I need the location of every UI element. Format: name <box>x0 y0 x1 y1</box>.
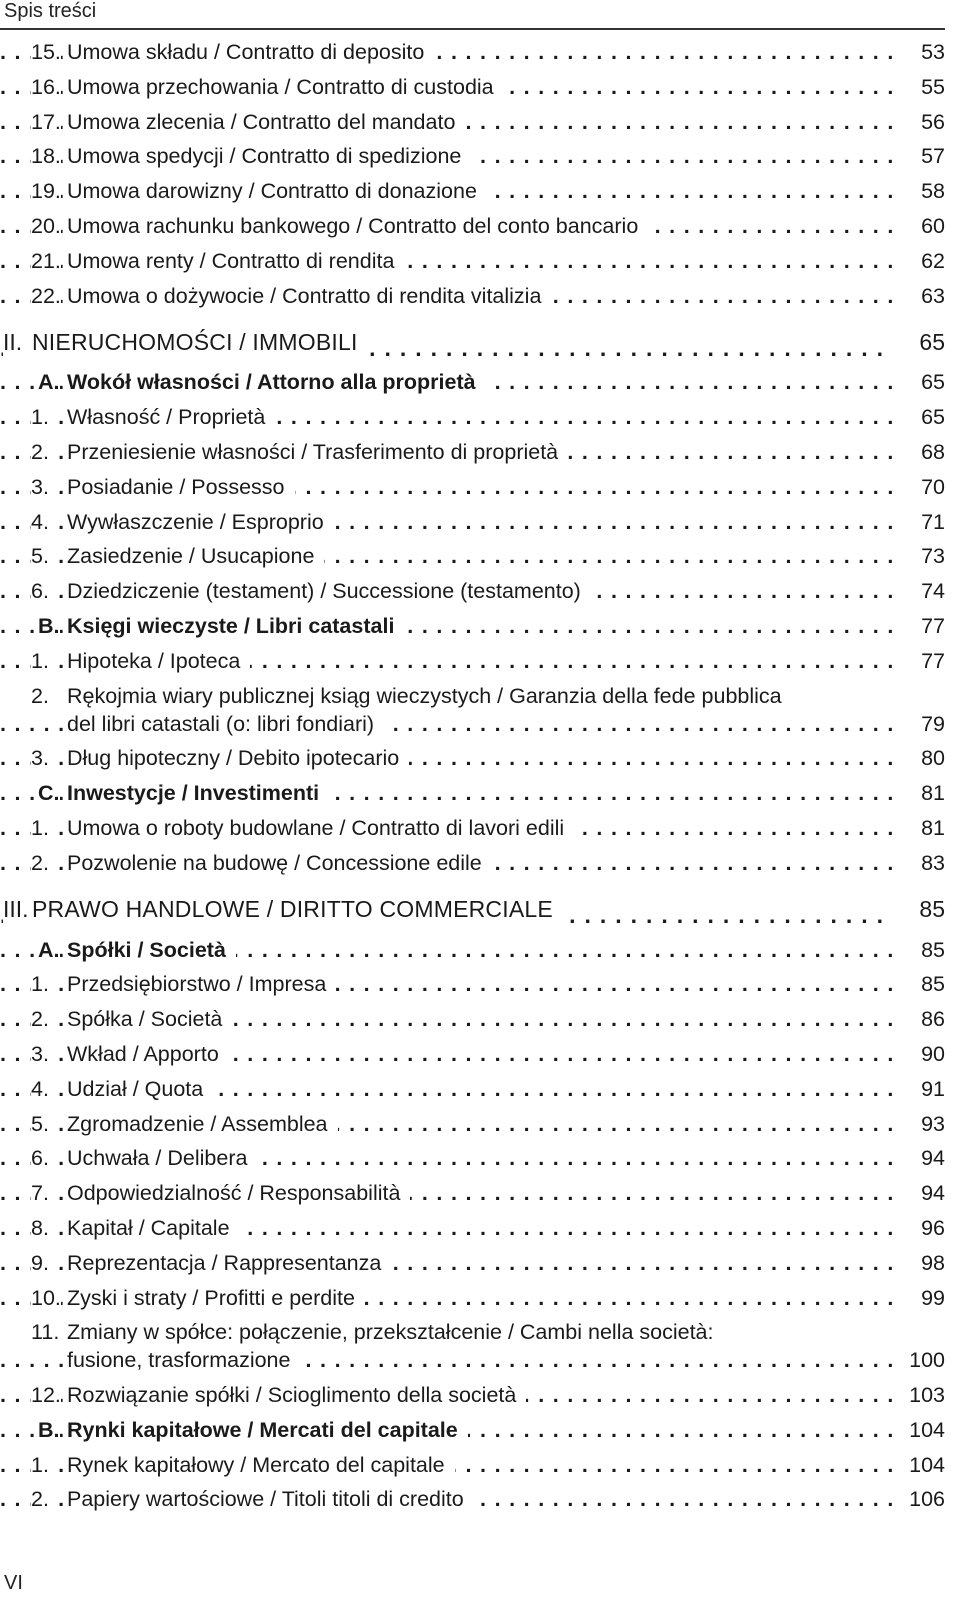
toc-subsection[interactable] <box>0 612 945 640</box>
toc-entry[interactable] <box>0 142 945 170</box>
entry-number: 12. <box>31 1383 61 1408</box>
entry-number: 19. <box>31 179 61 204</box>
entry-title: Umowa rachunku bankowego / Contratto del conto bancario <box>67 212 648 240</box>
entry-title: fusione, trasformazione <box>67 1346 300 1374</box>
page-number: VI <box>4 1572 23 1594</box>
toc-entry[interactable] <box>0 473 945 501</box>
entry-title: Umowa składu / Contratto di deposito <box>67 38 434 66</box>
toc-entry[interactable] <box>0 1485 945 1513</box>
entry-title: Własność / Proprietà <box>67 403 275 431</box>
entry-number: 17. <box>31 109 61 134</box>
toc-entry[interactable] <box>0 1381 945 1409</box>
entry-title: Odpowiedzialność / Responsabilità <box>67 1179 410 1207</box>
entry-title: NIERUCHOMOŚCI / IMMOBILI <box>32 328 368 356</box>
entry-page-number: 65 <box>893 328 945 356</box>
toc-subsection[interactable] <box>0 1416 945 1444</box>
entry-number: 3. <box>31 474 49 499</box>
entry-title-line1: Rękojmia wiary publicznej ksiąg wieczystych / Garanzia della fede pubblica <box>67 683 782 708</box>
entry-page-number: 80 <box>893 744 945 772</box>
toc-entry[interactable] <box>0 1110 945 1138</box>
entry-number: 1. <box>31 648 49 673</box>
entry-page-number: 58 <box>893 177 945 205</box>
entry-number: 10. <box>31 1285 61 1310</box>
entry-title: Przeniesienie własności / Trasferimento di proprietà <box>67 438 568 466</box>
toc-entry[interactable] <box>0 1214 945 1242</box>
toc-entry[interactable] <box>0 1040 945 1068</box>
entry-title: Umowa renty / Contratto di rendita <box>67 247 404 275</box>
entry-page-number: 77 <box>893 612 945 640</box>
entry-page-number: 81 <box>893 814 945 842</box>
toc-entry[interactable] <box>0 1005 945 1033</box>
entry-number: 18. <box>31 144 61 169</box>
entry-number: 3. <box>31 1041 49 1066</box>
entry-page-number: 98 <box>893 1249 945 1277</box>
toc-entry[interactable] <box>0 970 945 998</box>
entry-title: Księgi wieczyste / Libri catastali <box>67 612 404 640</box>
toc-entry[interactable] <box>0 542 945 570</box>
entry-number: 4. <box>31 1076 49 1101</box>
toc-entry[interactable] <box>0 108 945 136</box>
entry-page-number: 73 <box>893 542 945 570</box>
entry-number: A. <box>38 937 60 962</box>
entry-title: Umowa spedycji / Contratto di spedizione <box>67 142 471 170</box>
entry-number: 2. <box>31 439 49 464</box>
toc-entry[interactable] <box>0 73 945 101</box>
entry-title: Umowa zlecenia / Contratto del mandato <box>67 108 465 136</box>
entry-title: Spółka / Società <box>67 1005 232 1033</box>
toc-subsection[interactable] <box>0 936 945 964</box>
entry-number: 6. <box>31 579 49 604</box>
entry-title: Rynki kapitałowe / Mercati del capitale <box>67 1416 468 1444</box>
entry-title: Pozwolenie na budowę / Concessione edile <box>67 849 492 877</box>
entry-number: 21. <box>31 248 61 273</box>
entry-page-number: 74 <box>893 577 945 605</box>
entry-number: B. <box>38 1417 60 1442</box>
entry-page-number: 77 <box>893 647 945 675</box>
entry-title: Papiery wartościowe / Titoli titoli di credito <box>67 1485 474 1513</box>
entry-number: C. <box>38 781 60 806</box>
toc-entry[interactable] <box>0 1451 945 1479</box>
toc-entry[interactable] <box>0 438 945 466</box>
toc-entry[interactable] <box>0 577 945 605</box>
entry-title: Umowa o dożywocie / Contratto di rendita vitalizia <box>67 282 551 310</box>
entry-title: Uchwała / Delibera <box>67 1144 257 1172</box>
toc-entry[interactable] <box>0 247 945 275</box>
entry-number: 15. <box>31 40 61 64</box>
entry-number: 16. <box>31 74 61 99</box>
entry-number: 4. <box>31 509 49 534</box>
entry-number: 1. <box>31 1452 49 1477</box>
entry-page-number: 63 <box>893 282 945 310</box>
entry-page-number: 86 <box>893 1005 945 1033</box>
entry-number: 2. <box>31 1007 49 1032</box>
entry-page-number: 81 <box>893 779 945 807</box>
entry-page-number: 93 <box>893 1110 945 1138</box>
entry-title: Hipoteka / Ipoteca <box>67 647 250 675</box>
entry-number: A. <box>38 370 60 395</box>
toc-entry[interactable] <box>0 177 945 205</box>
entry-title: Wywłaszczenie / Esproprio <box>67 508 334 536</box>
toc-entry[interactable] <box>0 849 945 877</box>
entry-number: III. <box>3 895 29 922</box>
entry-page-number: 104 <box>893 1451 945 1479</box>
entry-page-number: 65 <box>893 368 945 396</box>
entry-title: Posiadanie / Possesso <box>67 473 295 501</box>
entry-number: 3. <box>31 746 49 771</box>
toc-entry[interactable] <box>0 814 945 842</box>
toc-entry[interactable] <box>0 282 945 310</box>
entry-title: Dziedziczenie (testament) / Successione (testamento) <box>67 577 591 605</box>
entry-number: 7. <box>31 1181 49 1206</box>
entry-number: II. <box>3 328 23 355</box>
entry-title: Reprezentacja / Rappresentanza <box>67 1249 391 1277</box>
entry-page-number: 90 <box>893 1040 945 1068</box>
entry-page-number: 94 <box>893 1179 945 1207</box>
entry-number: 8. <box>31 1215 49 1240</box>
entry-title: Wokół własności / Attorno alla proprietà <box>67 368 486 396</box>
entry-number: B. <box>38 613 60 638</box>
entry-page-number: 94 <box>893 1144 945 1172</box>
entry-page-number: 68 <box>893 438 945 466</box>
entry-number: 1. <box>31 972 49 997</box>
toc-entry[interactable] <box>0 38 945 66</box>
entry-number: 1. <box>31 405 49 430</box>
entry-title: Inwestycje / Investimenti <box>67 779 329 807</box>
entry-title: Przedsiębiorstwo / Impresa <box>67 970 336 998</box>
entry-number: 6. <box>31 1146 49 1171</box>
entry-page-number: 99 <box>893 1284 945 1312</box>
entry-page-number: 83 <box>893 849 945 877</box>
toc-entry[interactable] <box>0 212 945 240</box>
entry-number: 22. <box>31 283 61 308</box>
toc-entry[interactable] <box>0 647 945 675</box>
entry-title: Zasiedzenie / Usucapione <box>67 542 324 570</box>
entry-title: Dług hipoteczny / Debito ipotecario <box>67 744 409 772</box>
toc-entry[interactable] <box>0 682 945 738</box>
entry-page-number: 55 <box>893 73 945 101</box>
entry-page-number: 60 <box>893 212 945 240</box>
entry-page-number: 103 <box>893 1381 945 1409</box>
entry-page-number: 91 <box>893 1075 945 1103</box>
toc-entry[interactable] <box>0 1075 945 1103</box>
entry-page-number: 100 <box>893 1346 945 1374</box>
entry-number: 11. <box>31 1320 60 1345</box>
toc-entry[interactable] <box>0 403 945 431</box>
entry-page-number: 85 <box>893 970 945 998</box>
entry-title: Udział / Quota <box>67 1075 213 1103</box>
entry-title: del libri catastali (o: libri fondiari) <box>67 710 384 738</box>
entry-page-number: 104 <box>893 1416 945 1444</box>
entry-page-number: 56 <box>893 108 945 136</box>
entry-page-number: 53 <box>893 38 945 66</box>
entry-title: Rozwiązanie spółki / Scioglimento della società <box>67 1381 526 1409</box>
entry-title: Spółki / Società <box>67 936 236 964</box>
entry-number: 9. <box>31 1250 49 1275</box>
entry-number: 2. <box>31 850 49 875</box>
entry-title: Rynek kapitałowy / Mercato del capitale <box>67 1451 455 1479</box>
toc-entry[interactable] <box>0 1179 945 1207</box>
entry-title: Zyski i straty / Profitti e perdite <box>67 1284 365 1312</box>
toc-subsection[interactable] <box>0 368 945 396</box>
entry-page-number: 70 <box>893 473 945 501</box>
entry-title: Umowa darowizny / Contratto di donazione <box>67 177 487 205</box>
entry-page-number: 96 <box>893 1214 945 1242</box>
entry-title: Umowa o roboty budowlane / Contratto di lavori edili <box>67 814 574 842</box>
toc-entry[interactable] <box>0 1284 945 1312</box>
entry-number: 2. <box>31 683 49 708</box>
toc-entry[interactable] <box>0 1318 945 1374</box>
entry-page-number: 106 <box>893 1485 945 1513</box>
toc-entry[interactable] <box>0 508 945 536</box>
entry-page-number: 79 <box>893 710 945 738</box>
entry-title: Kapitał / Capitale <box>67 1214 240 1242</box>
toc-section[interactable] <box>0 895 945 929</box>
entry-number: 1. <box>31 815 49 840</box>
running-header: Spis treści <box>4 0 97 22</box>
entry-page-number: 65 <box>893 403 945 431</box>
table-of-contents <box>0 38 945 1513</box>
entry-title-line1: Zmiany w spółce: połączenie, przekształcenie / Cambi nella società: <box>67 1320 714 1345</box>
entry-number: 5. <box>31 1111 49 1136</box>
entry-page-number: 85 <box>893 936 945 964</box>
toc-entry[interactable] <box>0 744 945 772</box>
toc-entry[interactable] <box>0 1249 945 1277</box>
toc-entry[interactable] <box>0 1144 945 1172</box>
entry-page-number: 71 <box>893 508 945 536</box>
toc-section[interactable] <box>0 328 945 362</box>
entry-number: 20. <box>31 213 61 238</box>
entry-number: 5. <box>31 544 49 569</box>
entry-title: Wkład / Apporto <box>67 1040 229 1068</box>
entry-page-number: 85 <box>893 895 945 923</box>
entry-title: PRAWO HANDLOWE / DIRITTO COMMERCIALE <box>32 895 563 923</box>
entry-page-number: 62 <box>893 247 945 275</box>
entry-title: Zgromadzenie / Assemblea <box>67 1110 338 1138</box>
toc-subsection[interactable] <box>0 779 945 807</box>
entry-title: Umowa przechowania / Contratto di custodia <box>67 73 504 101</box>
entry-number: 2. <box>31 1487 49 1512</box>
header-rule <box>0 28 945 30</box>
entry-page-number: 57 <box>893 142 945 170</box>
